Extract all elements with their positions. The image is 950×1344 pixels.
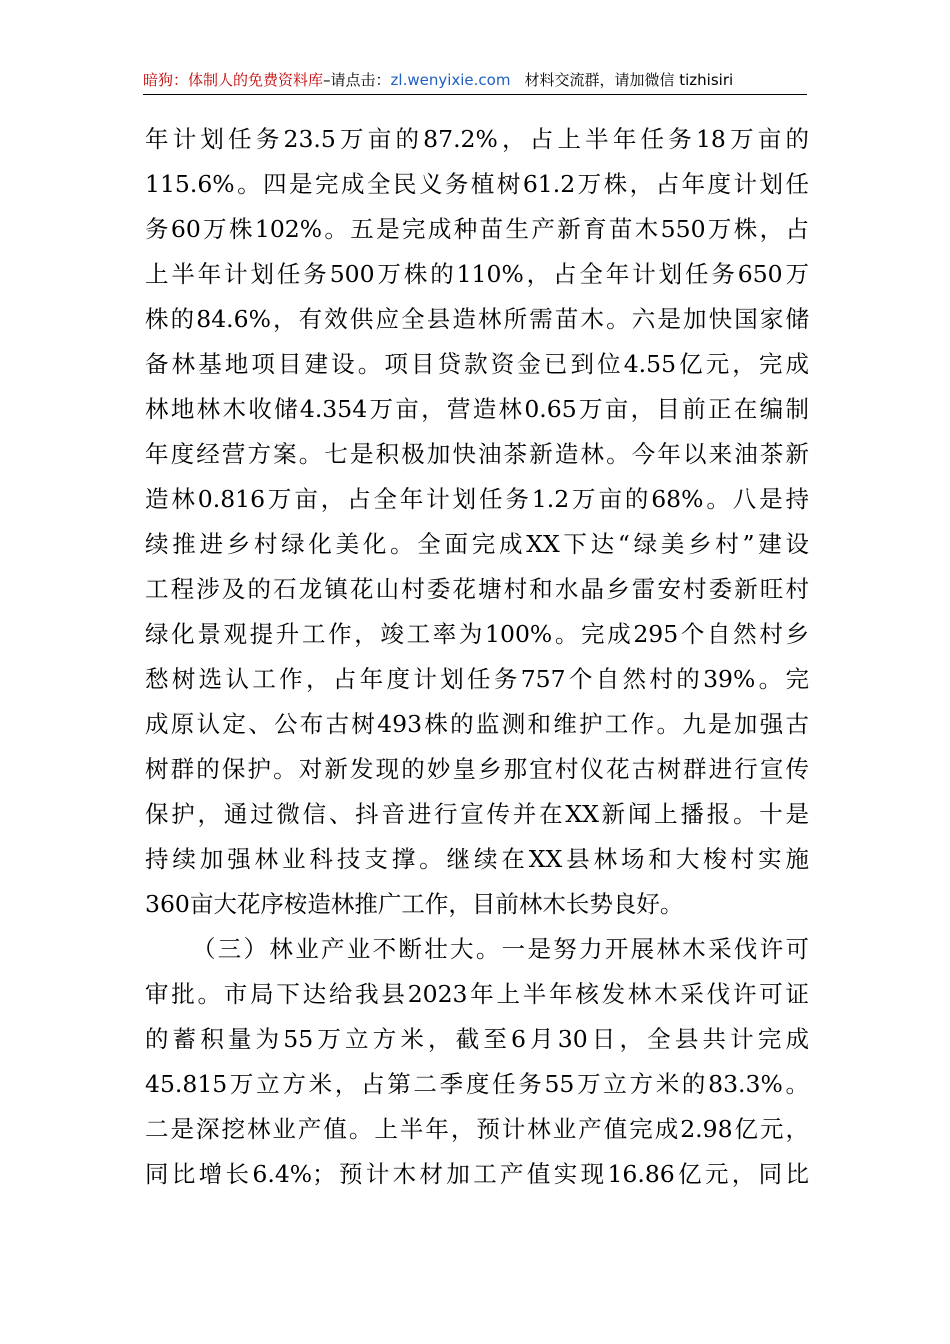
header-prompt: –请点击：: [323, 71, 391, 89]
text-line: 备林基地项目建设。项目贷款资金已到位4.55亿元，完成: [145, 350, 809, 378]
text-line: 年度经营方案。七是积极加快油茶新造林。今年以来油茶新: [145, 440, 809, 468]
text-line: 株的84.6%，有效供应全县造林所需苗木。六是加快国家储: [145, 305, 809, 333]
text-line: 115.6%。四是完成全民义务植树61.2万株，占年度计划任: [145, 170, 809, 198]
text-line: 的蓄积量为55万立方米，截至6月30日，全县共计完成: [145, 1025, 809, 1053]
paragraph-end-line: 360亩大花序桉造林推广工作，目前林木长势良好。: [145, 890, 684, 918]
text-line: 保护，通过微信、抖音进行宣传并在XX新闻上播报。十是: [145, 800, 809, 828]
text-line: 持续加强林业科技支撑。继续在XX县林场和大梭村实施: [145, 845, 809, 873]
header-link[interactable]: zl.wenyixie.com: [390, 71, 511, 89]
text-line: 续推进乡村绿化美化。全面完成XX下达“绿美乡村”建设: [145, 530, 809, 558]
text-line: 年计划任务23.5万亩的87.2%，占上半年任务18万亩的: [145, 125, 809, 153]
text-line: 45.815万立方米，占第二季度任务55万立方米的83.3%。: [145, 1070, 809, 1098]
document-header: [143, 66, 807, 95]
text-line: 同比增长6.4%；预计木材加工产值实现16.86亿元，同比: [145, 1160, 809, 1188]
text-line: 二是深挖林业产值。上半年，预计林业产值完成2.98亿元，: [145, 1115, 809, 1143]
text-line: 审批。市局下达给我县2023年上半年核发林木采伐许可证: [145, 980, 809, 1008]
text-line: 绿化景观提升工作，竣工率为100%。完成295个自然村乡: [145, 620, 809, 648]
text-line: 树群的保护。对新发现的妙皇乡那宜村仪花古树群进行宣传: [145, 755, 809, 783]
section-heading-line: （三）林业产业不断壮大。一是努力开展林木采伐许可: [192, 935, 809, 963]
header-brand: 暗狗：体制人的免费资料库: [143, 71, 324, 89]
document-body: [145, 117, 809, 1197]
header-contact: 材料交流群，请加微信 tizhisiri: [524, 71, 734, 89]
text-line: 成原认定、公布古树493株的监测和维护工作。九是加强古: [145, 710, 809, 738]
text-line: 愁树选认工作，占年度计划任务757个自然村的39%。完: [145, 665, 809, 693]
text-line: 务60万株102%。五是完成种苗生产新育苗木550万株，占: [145, 215, 809, 243]
text-line: 林地林木收储4.354万亩，营造林0.65万亩，目前正在编制: [145, 395, 809, 423]
text-line: 工程涉及的石龙镇花山村委花塘村和水晶乡雷安村委新旺村: [145, 575, 809, 603]
text-line: 造林0.816万亩，占全年计划任务1.2万亩的68%。八是持: [145, 485, 809, 513]
text-line: 上半年计划任务500万株的110%，占全年计划任务650万: [145, 260, 809, 288]
